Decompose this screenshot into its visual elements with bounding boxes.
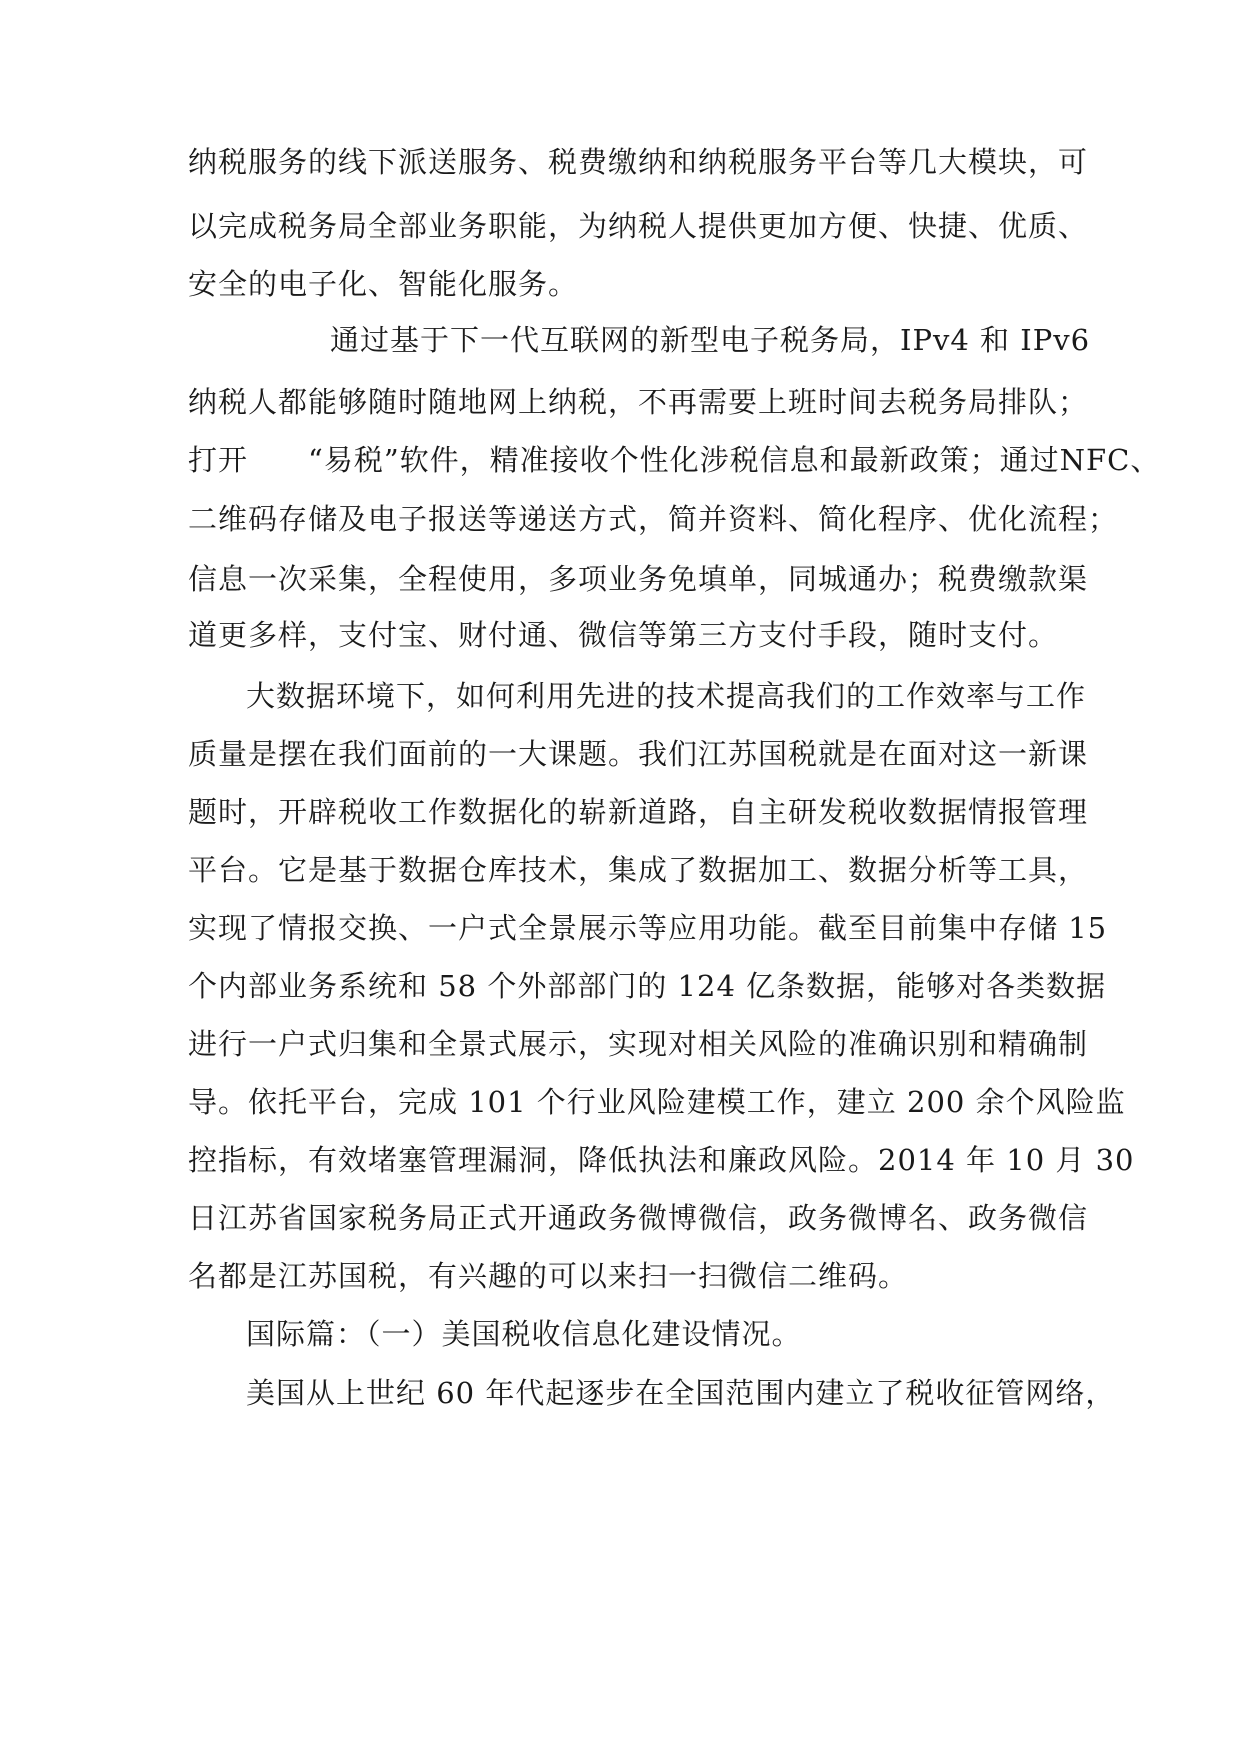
text-line: 题时，开辟税收工作数据化的崭新道路，自主研发税收数据情报管理 <box>188 795 1089 829</box>
text-line: 导。依托平台，完成 101 个行业风险建模工作，建立 200 余个风险监 <box>188 1085 1126 1119</box>
text-line: 美国从上世纪 60 年代起逐步在全国范围内建立了税收征管网络， <box>246 1376 1116 1410</box>
text-line: 国际篇：（一）美国税收信息化建设情况。 <box>246 1317 802 1351</box>
text-line: 大数据环境下，如何利用先进的技术提高我们的工作效率与工作 <box>246 679 1087 713</box>
text-line: 信息一次采集，全程使用，多项业务免填单，同城通办；税费缴款渠 <box>188 562 1089 596</box>
text-line: 安全的电子化、智能化服务。 <box>188 267 579 301</box>
text-line: 通过基于下一代互联网的新型电子税务局，IPv4 和 IPv6 <box>330 323 1091 357</box>
text-line: 实现了情报交换、一户式全景展示等应用功能。截至目前集中存储 15 <box>188 911 1108 945</box>
text-line: 质量是摆在我们面前的一大课题。我们江苏国税就是在面对这一新课 <box>188 737 1089 771</box>
text-line: 名都是江苏国税，有兴趣的可以来扫一扫微信二维码。 <box>188 1259 909 1293</box>
text-line: 道更多样，支付宝、财付通、微信等第三方支付手段，随时支付。 <box>188 618 1059 652</box>
text-line: 纳税人都能够随时随地网上纳税，不再需要上班时间去税务局排队； <box>188 385 1089 419</box>
text-line: 二维码存储及电子报送等递送方式，简并资料、简化程序、优化流程； <box>188 502 1119 536</box>
text-line: 进行一户式归集和全景式展示，实现对相关风险的准确识别和精确制 <box>188 1027 1089 1061</box>
text-line: 个内部业务系统和 58 个外部部门的 124 亿条数据，能够对各类数据 <box>188 969 1107 1003</box>
text-line: 平台。它是基于数据仓库技术，集成了数据加工、数据分析等工具， <box>188 853 1089 887</box>
text-line: 打开 “易税”软件，精准接收个性化涉税信息和最新政策；通过NFC、 <box>188 443 1161 477</box>
text-line: 纳税服务的线下派送服务、税费缴纳和纳税服务平台等几大模块，可 <box>188 145 1089 179</box>
text-line: 控指标，有效堵塞管理漏洞，降低执法和廉政风险。2014 年 10 月 30 <box>188 1143 1135 1177</box>
text-line: 以完成税务局全部业务职能，为纳税人提供更加方便、快捷、优质、 <box>188 209 1089 243</box>
text-line: 日江苏省国家税务局正式开通政务微博微信，政务微博名、政务微信 <box>188 1201 1089 1235</box>
